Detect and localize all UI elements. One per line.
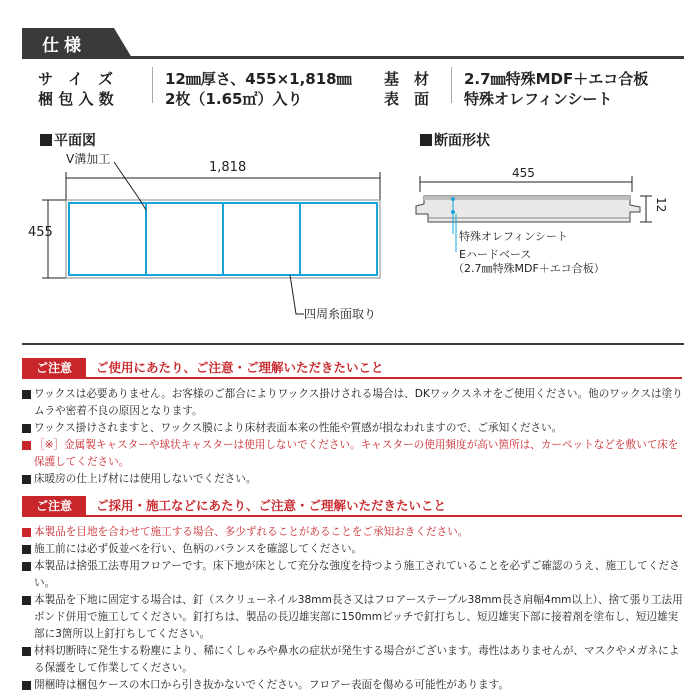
notice-install-tag: ご注意 [22,496,86,516]
edge-leader-line [290,275,304,314]
section-title-marker [420,134,432,146]
edge-chamfer-label: 四周糸面取り [304,307,377,321]
notice-install-bar [22,496,682,516]
section-thickness-label: 12 [654,197,668,213]
notice-install-list [22,524,684,694]
section-width-label: 455 [512,166,535,180]
spec-base-label: 基 材 [384,70,430,88]
list-item: ワックス掛けされますと、ワックス膜により床材表面本来の性能や質感が損なわれますので、ご承知ください。 [22,420,684,437]
section-divider [22,343,684,345]
spec-surface-label: 表 面 [384,90,430,108]
notice-usage-tag: ご注意 [22,358,86,378]
section-base-detail: （2.7㎜特殊MDF＋エコ合板） [453,262,605,275]
header-title: 仕様 [42,36,86,56]
notice-usage-list [22,386,684,488]
spec-base-value: 2.7㎜特殊MDF＋エコ合板 [464,70,649,88]
section-base-label: Eハードベース [459,248,532,261]
list-item: 施工前には必ず仮並べを行い、色柄のバランスを確認してください。 [22,541,684,558]
list-item: 床暖房の仕上げ材には使用しないでください。 [22,471,684,488]
spec-pack-value: 2枚（1.65㎡）入り [165,90,303,108]
list-item: 本製品を目地を合わせて施工する場合、多少ずれることがあることをご承知おきください。 [22,524,684,541]
spec-size-value: 12㎜厚さ、455×1,818㎜ [165,70,352,88]
notice-install-title: ご採用・施工などにあたり、ご注意・ご理解いただきたいこと [96,498,447,513]
section-surface-marker [451,197,455,201]
groove-label: V溝加工 [66,152,111,166]
plan-height-label: 455 [28,225,53,240]
section-surface-label: 特殊オレフィンシート [459,230,568,243]
notice-usage-title: ご使用にあたり、ご注意・ご理解いただきたいこと [96,360,384,375]
notice-usage-bar [22,358,682,378]
plan-title: 平面図 [40,130,96,150]
section-title: 断面形状 [420,130,490,150]
list-item: 本製品は捨張工法専用フロアーです。床下地が床として充分な強度を持つよう施工されていることを必ずご確認のうえ、施工してください。 [22,558,684,592]
list-item: 材料切断時に発生する粉塵により、稀にくしゃみや鼻水の症状が発生する場合がございます。毒性はありませんが、マスクやメガネによる保護をして作業してください。 [22,643,684,677]
list-item: 開梱時は梱包ケースの木口から引き抜かないでください。フロアー表面を傷める可能性があります。 [22,677,684,694]
spec-pack-label: 梱 包 入 数 [38,90,114,108]
spec-size-label: サ イ ズ [38,70,114,88]
list-item: ワックスは必要ありません。お客様のご都合によりワックス掛けされる場合は、DKワックスネオをご使用ください。他のワックスは塗りムラや密着不良の原因となります。 [22,386,684,420]
list-item: 本製品を下地に固定する場合は、釘（スクリューネイル38mm長さ又はフロアーステープル38mm長さ肩幅4mm以上）、捨て張り工法用ボンド併用で施工してください。釘打ちは、製品の長辺雄実部に150mmピッチで釘打ちし、短辺雄実下部に接着剤を塗布し、短辺雄実部に3箇所以上釘打ちしてください。 [22,592,684,643]
spec-surface-value: 特殊オレフィンシート [464,90,613,108]
notice-usage-rule [22,377,682,379]
notice-install-rule [22,515,682,517]
plan-width-label: 1,818 [209,160,247,175]
list-item: ［※］金属製キャスターや球状キャスターは使用しないでください。キャスターの使用頻度が高い箇所は、カーペットなどを敷いて床を保護してください。 [22,437,684,471]
